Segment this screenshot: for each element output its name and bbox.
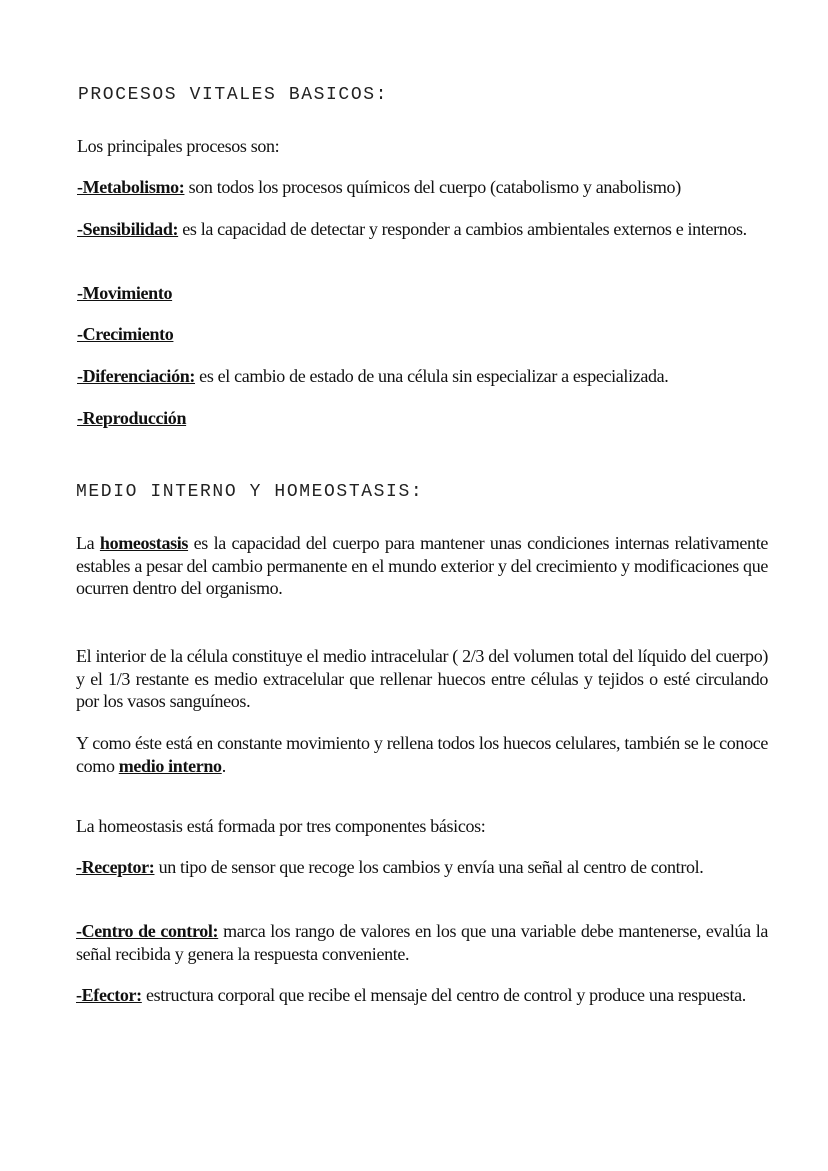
paragraph-medio-intracelular: El interior de la célula constituye el medio intracelular ( 2/3 del volumen total del líquido del cuerpo) y el 1/3 restante es medio extracelular que rellenar huecos entre células y tejidos o esté circulando por los vasos sanguíneos.	[76, 646, 768, 711]
term: -Metabolismo:	[77, 177, 185, 197]
term: -Efector:	[76, 985, 142, 1005]
list-item	[76, 856, 768, 879]
list-item	[77, 323, 769, 346]
list-item	[76, 984, 768, 1007]
text: .	[221, 755, 226, 776]
list-item	[76, 920, 768, 965]
definition: marca los rango de valores en los que una variable debe mantenerse, evalúa la señal recibida y genera la respuesta conveniente.	[76, 921, 768, 964]
intro-text: Los principales procesos son:	[77, 136, 280, 156]
term: -Diferenciación:	[77, 366, 196, 386]
paragraph-homeostasis	[76, 532, 768, 600]
term: medio interno	[118, 755, 222, 776]
text: La	[76, 533, 100, 553]
term: -Crecimiento	[77, 324, 174, 344]
term: homeostasis	[99, 533, 189, 553]
definition: es el cambio de estado de una célula sin especializar a especializada.	[195, 366, 669, 386]
section-heading-medio-interno: MEDIO INTERNO Y HOMEOSTASIS:	[76, 482, 424, 502]
section-heading-procesos: PROCESOS VITALES BASICOS:	[78, 85, 389, 105]
list-item	[77, 176, 769, 199]
definition: un tipo de sensor que recoge los cambios y envía una señal al centro de control.	[154, 857, 704, 877]
list-item	[77, 282, 769, 305]
term: -Movimiento	[77, 283, 173, 303]
term: -Receptor:	[76, 857, 155, 877]
text: es la capacidad del cuerpo para mantener unas condiciones internas relativamente estables a pesar del cambio permanente en el mundo exterior y del crecimiento y modificaciones que ocurren dentro del organismo.	[76, 533, 768, 598]
term: -Centro de control:	[76, 921, 219, 941]
definition: son todos los procesos químicos del cuerpo (catabolismo y anabolismo)	[184, 177, 681, 197]
list-item	[77, 218, 769, 241]
definition: es la capacidad de detectar y responder a cambios ambientales externos e internos.	[178, 219, 747, 239]
text: Y como éste está en constante movimiento y rellena todos los huecos celulares, también se le conoce como	[76, 733, 768, 776]
list-item	[77, 365, 769, 388]
term: -Reproducción	[77, 408, 187, 428]
definition: estructura corporal que recibe el mensaje del centro de control y produce una respuesta.	[141, 985, 746, 1005]
paragraph-medio-interno	[76, 732, 768, 777]
term: -Sensibilidad:	[77, 219, 179, 239]
list-item	[77, 407, 769, 430]
paragraph-componentes: La homeostasis está formada por tres componentes básicos:	[76, 816, 486, 836]
